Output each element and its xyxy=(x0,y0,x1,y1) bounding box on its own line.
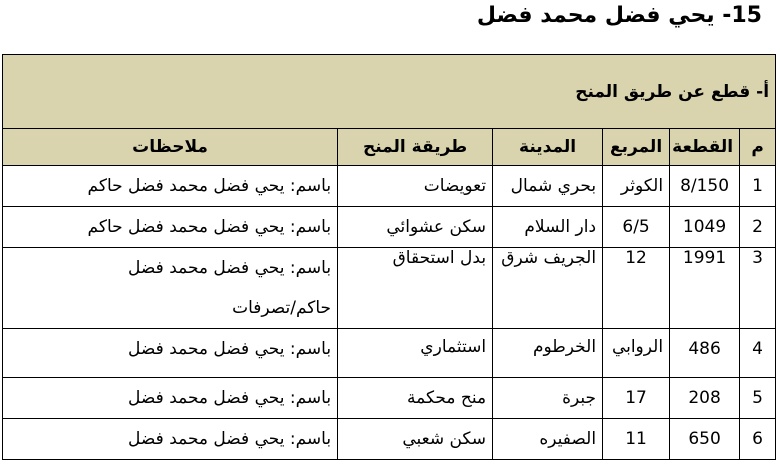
section-heading: أ- قطع عن طريق المنح xyxy=(3,55,776,129)
cell-block: 6/5 xyxy=(603,207,670,248)
note-line: باسم: يحي فضل محمد فضل xyxy=(128,258,332,278)
header-block: المربع xyxy=(603,129,670,166)
cell-city: بحري شمال xyxy=(493,166,603,207)
header-index: م xyxy=(740,129,776,166)
header-row xyxy=(3,129,776,166)
table-row xyxy=(3,419,776,460)
cell-notes xyxy=(3,207,338,248)
table-row xyxy=(3,329,776,378)
cell-plot: 208 xyxy=(670,378,740,419)
cell-index: 5 xyxy=(740,378,776,419)
cell-method: تعويضات xyxy=(338,166,493,207)
cell-block: 17 xyxy=(603,378,670,419)
cell-index: 2 xyxy=(740,207,776,248)
cell-plot: 1991 xyxy=(670,248,740,329)
section-heading-row xyxy=(3,55,776,129)
cell-city: دار السلام xyxy=(493,207,603,248)
cell-plot: 1049 xyxy=(670,207,740,248)
cell-index: 4 xyxy=(740,329,776,378)
cell-block: الكوثر xyxy=(603,166,670,207)
cell-plot: 486 xyxy=(670,329,740,378)
cell-notes xyxy=(3,419,338,460)
cell-city: الخرطوم xyxy=(493,329,603,378)
cell-index: 3 xyxy=(740,248,776,329)
note-line: باسم: يحي فضل محمد فضل xyxy=(128,429,332,449)
header-method: طريقة المنح xyxy=(338,129,493,166)
cell-block: الروابي xyxy=(603,329,670,378)
cell-method: استثماري xyxy=(338,329,493,378)
table-row xyxy=(3,207,776,248)
land-plots-table xyxy=(2,54,776,460)
cell-index: 6 xyxy=(740,419,776,460)
page-title: 15- يحي فضل محمد فضل xyxy=(476,3,762,28)
cell-block: 11 xyxy=(603,419,670,460)
cell-plot: 650 xyxy=(670,419,740,460)
cell-method: سكن عشوائي xyxy=(338,207,493,248)
note-line: حاكم/تصرفات xyxy=(232,298,332,318)
table-row xyxy=(3,378,776,419)
header-city: المدينة xyxy=(493,129,603,166)
header-notes: ملاحظات xyxy=(3,129,338,166)
cell-city: جبرة xyxy=(493,378,603,419)
note-line: باسم: يحي فضل محمد فضل xyxy=(128,339,332,359)
cell-notes xyxy=(3,248,338,329)
cell-method: سكن شعبي xyxy=(338,419,493,460)
cell-notes xyxy=(3,166,338,207)
note-line: باسم: يحي فضل محمد فضل حاكم xyxy=(87,176,332,196)
cell-method: منح محكمة xyxy=(338,378,493,419)
cell-city: الصفيره xyxy=(493,419,603,460)
table-row xyxy=(3,166,776,207)
note-line: باسم: يحي فضل محمد فضل xyxy=(128,388,332,408)
cell-block: 12 xyxy=(603,248,670,329)
cell-plot: 8/150 xyxy=(670,166,740,207)
note-line: باسم: يحي فضل محمد فضل حاكم xyxy=(87,217,332,237)
header-plot: القطعة xyxy=(670,129,740,166)
cell-city: الجريف شرق xyxy=(493,248,603,329)
cell-notes xyxy=(3,329,338,378)
cell-method: بدل استحقاق xyxy=(338,248,493,329)
table-row xyxy=(3,248,776,329)
cell-notes xyxy=(3,378,338,419)
cell-index: 1 xyxy=(740,166,776,207)
